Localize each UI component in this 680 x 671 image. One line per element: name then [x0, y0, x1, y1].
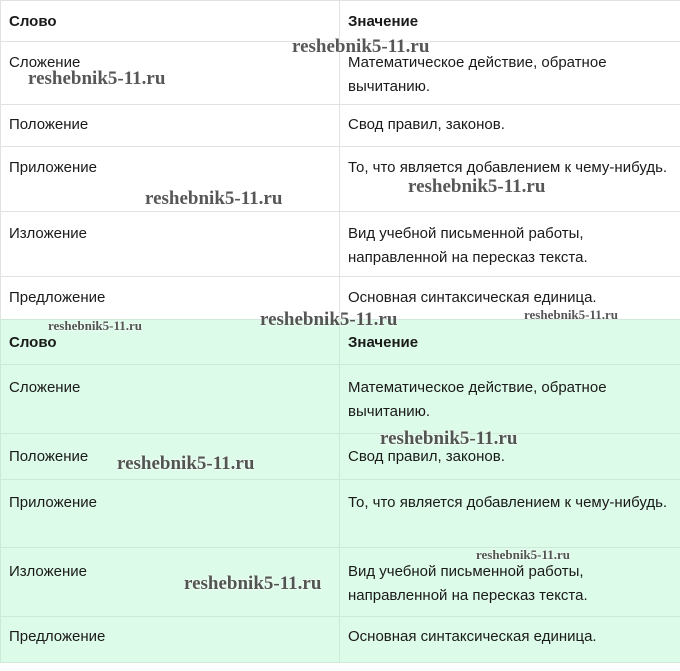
word-cell: Изложение: [1, 212, 340, 277]
watermark: reshebnik5-11.ru: [260, 309, 398, 330]
table-row: [1, 105, 680, 147]
header-meaning: Значение: [340, 1, 680, 42]
word-cell: Изложение: [1, 548, 340, 617]
table-row: [1, 212, 680, 277]
watermark: reshebnik5-11.ru: [524, 307, 619, 322]
word-cell: Предложение: [1, 617, 340, 663]
meaning-cell: Математическое действие, обратное вычитанию.: [340, 365, 680, 434]
watermark: reshebnik5-11.ru: [292, 36, 430, 57]
watermark: reshebnik5-11.ru: [184, 573, 322, 594]
table-row: [1, 147, 680, 212]
watermark: reshebnik5-11.ru: [28, 68, 166, 89]
meaning-cell: Основная синтаксическая единица.: [340, 277, 680, 320]
word-meaning-table: [0, 0, 680, 320]
header-word: Слово: [1, 1, 340, 42]
meaning-cell: То, что является добавлением к чему-нибудь.: [340, 147, 680, 212]
meaning-cell: Вид учебной письменной работы, направленной на пересказ текста.: [340, 548, 680, 617]
watermark: reshebnik5-11.ru: [380, 428, 518, 449]
table-header-row: [1, 1, 680, 42]
watermark: reshebnik5-11.ru: [48, 318, 143, 333]
word-cell: Приложение: [1, 480, 340, 548]
word-cell: Сложение: [1, 42, 340, 105]
meaning-cell: Свод правил, законов.: [340, 105, 680, 147]
table-row: [1, 277, 680, 320]
watermark: reshebnik5-11.ru: [145, 188, 283, 209]
table-row: [1, 42, 680, 105]
table-row: [1, 548, 680, 617]
word-cell: Предложение: [1, 277, 340, 320]
table-row: [1, 434, 680, 480]
watermark: reshebnik5-11.ru: [408, 176, 546, 197]
word-cell: Приложение: [1, 147, 340, 212]
word-meaning-table-highlighted: [0, 319, 680, 663]
header-word: Слово: [1, 320, 340, 365]
table-header-row: [1, 320, 680, 365]
meaning-cell: Вид учебной письменной работы, направленной на пересказ текста.: [340, 212, 680, 277]
watermark: reshebnik5-11.ru: [476, 547, 571, 562]
word-cell: Положение: [1, 105, 340, 147]
watermark: reshebnik5-11.ru: [117, 453, 255, 474]
table-row: [1, 617, 680, 663]
table-row: [1, 365, 680, 434]
word-cell: Положение: [1, 434, 340, 480]
meaning-cell: То, что является добавлением к чему-нибудь.: [340, 480, 680, 548]
word-cell: Сложение: [1, 365, 340, 434]
meaning-cell: Математическое действие, обратное вычитанию.: [340, 42, 680, 105]
table-row: [1, 480, 680, 548]
meaning-cell: Свод правил, законов.: [340, 434, 680, 480]
header-meaning: Значение: [340, 320, 680, 365]
meaning-cell: Основная синтаксическая единица.: [340, 617, 680, 663]
